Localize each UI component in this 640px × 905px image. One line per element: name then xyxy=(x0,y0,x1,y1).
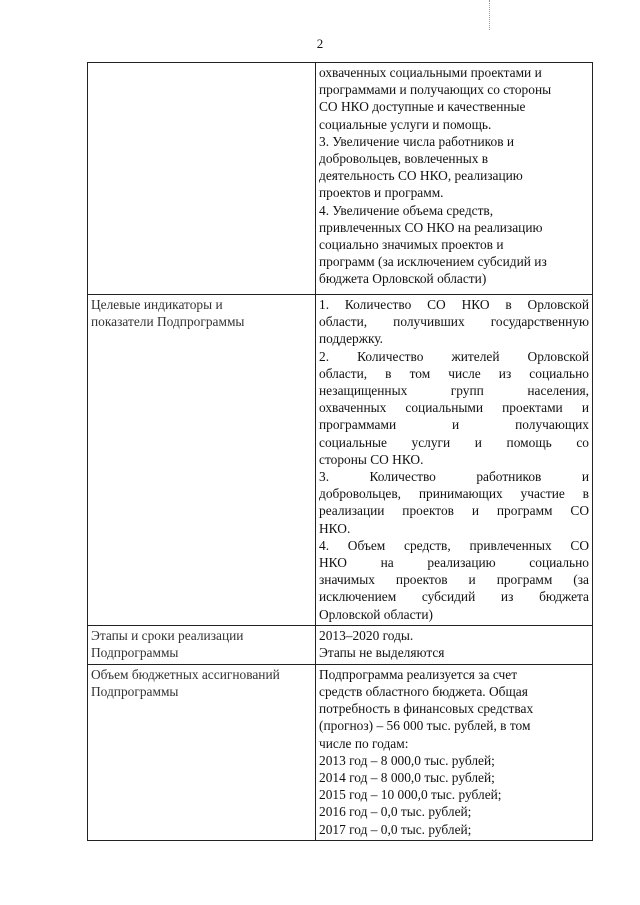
content-line: 2015 год – 10 000,0 тыс. рублей; xyxy=(319,787,502,803)
row-content-cell xyxy=(316,295,593,626)
content-line: охваченных социальными проектами и xyxy=(319,400,589,416)
row-label-cell xyxy=(88,63,316,295)
content-line: 2017 год – 0,0 тыс. рублей; xyxy=(319,821,472,837)
row-label-line: Подпрограммы xyxy=(91,645,179,661)
content-line: программами и получающих со стороны xyxy=(319,82,552,98)
row-label-line: Подпрограммы xyxy=(91,684,179,700)
row-label-line: показатели Подпрограммы xyxy=(91,314,245,330)
row-label-line: Целевые индикаторы и xyxy=(91,297,223,312)
content-line: Подпрограмма реализуется за счет xyxy=(319,666,518,682)
content-line: 3. Количество работников и xyxy=(319,469,589,485)
content-line: средств областного бюджета. Общая xyxy=(319,684,528,700)
content-line: социальные услуги и помощь. xyxy=(319,116,492,132)
content-line: деятельность СО НКО, реализацию xyxy=(319,168,523,184)
content-line: стороны СО НКО. xyxy=(319,451,424,467)
content-line: НКО на реализацию социально xyxy=(319,555,589,571)
table-row-continuation xyxy=(88,63,593,295)
row-content-cell xyxy=(316,63,593,295)
row-label-line: Этапы и сроки реализации xyxy=(91,627,244,643)
content-line: программами и получающих xyxy=(319,417,589,433)
row-content-cell xyxy=(316,625,593,664)
content-line: 2014 год – 8 000,0 тыс. рублей; xyxy=(319,770,495,786)
content-line: 4. Объем средств, привлеченных СО xyxy=(319,537,589,553)
content-line: области, получивших государственную xyxy=(319,314,589,330)
content-line: Орловской области) xyxy=(319,606,434,622)
row-label-line: Объем бюджетных ассигнований xyxy=(91,666,280,682)
content-line: 3. Увеличение числа работников и xyxy=(319,133,515,149)
content-line: значимых проектов и программ (за xyxy=(319,572,589,588)
content-line: (прогноз) – 56 000 тыс. рублей, в том xyxy=(319,718,531,734)
content-line: проектов и программ. xyxy=(319,185,444,201)
content-line: потребность в финансовых средствах xyxy=(319,701,534,717)
content-line: поддержку. xyxy=(319,331,384,347)
content-line: добровольцев, вовлеченных в xyxy=(319,151,489,167)
page-number: 2 xyxy=(316,36,324,51)
content-line: 1. Количество СО НКО в Орловской xyxy=(319,297,589,312)
content-line: добровольцев, принимающих участие в xyxy=(319,486,589,502)
row-label-cell xyxy=(88,664,316,840)
content-line: СО НКО доступные и качественные xyxy=(319,99,526,115)
content-line: социально значимых проектов и xyxy=(319,237,504,253)
content-line: социальные услуги и помощь со xyxy=(319,434,589,450)
table-row-stages xyxy=(88,625,593,664)
content-line: НКО. xyxy=(319,520,351,536)
content-line: бюджета Орловской области) xyxy=(319,271,487,287)
content-line: 4. Увеличение объема средств, xyxy=(319,202,494,218)
content-line: исключением субсидий из бюджета xyxy=(319,589,589,605)
row-label-cell xyxy=(88,295,316,626)
content-line: охваченных социальными проектами и xyxy=(319,65,542,80)
content-line: 2013 год – 8 000,0 тыс. рублей; xyxy=(319,752,495,768)
row-content-cell xyxy=(316,664,593,840)
content-line: Этапы не выделяются xyxy=(319,645,445,661)
content-line: 2. Количество жителей Орловской xyxy=(319,348,589,364)
content-line: незащищенных групп населения, xyxy=(319,383,589,399)
content-line: привлеченных СО НКО на реализацию xyxy=(319,219,543,235)
content-line: области, в том числе из социально xyxy=(319,365,589,381)
table-row-indicators xyxy=(88,295,593,626)
table-row-budget xyxy=(88,664,593,840)
row-label-cell xyxy=(88,625,316,664)
scan-edge-mark xyxy=(489,0,491,30)
content-line: реализации проектов и программ СО xyxy=(319,503,589,519)
content-line: 2013–2020 годы. xyxy=(319,627,414,643)
passport-table xyxy=(87,62,593,841)
content-line: программ (за исключением субсидий из xyxy=(319,254,547,270)
content-line: 2016 год – 0,0 тыс. рублей; xyxy=(319,804,472,820)
content-line: числе по годам: xyxy=(319,735,409,751)
